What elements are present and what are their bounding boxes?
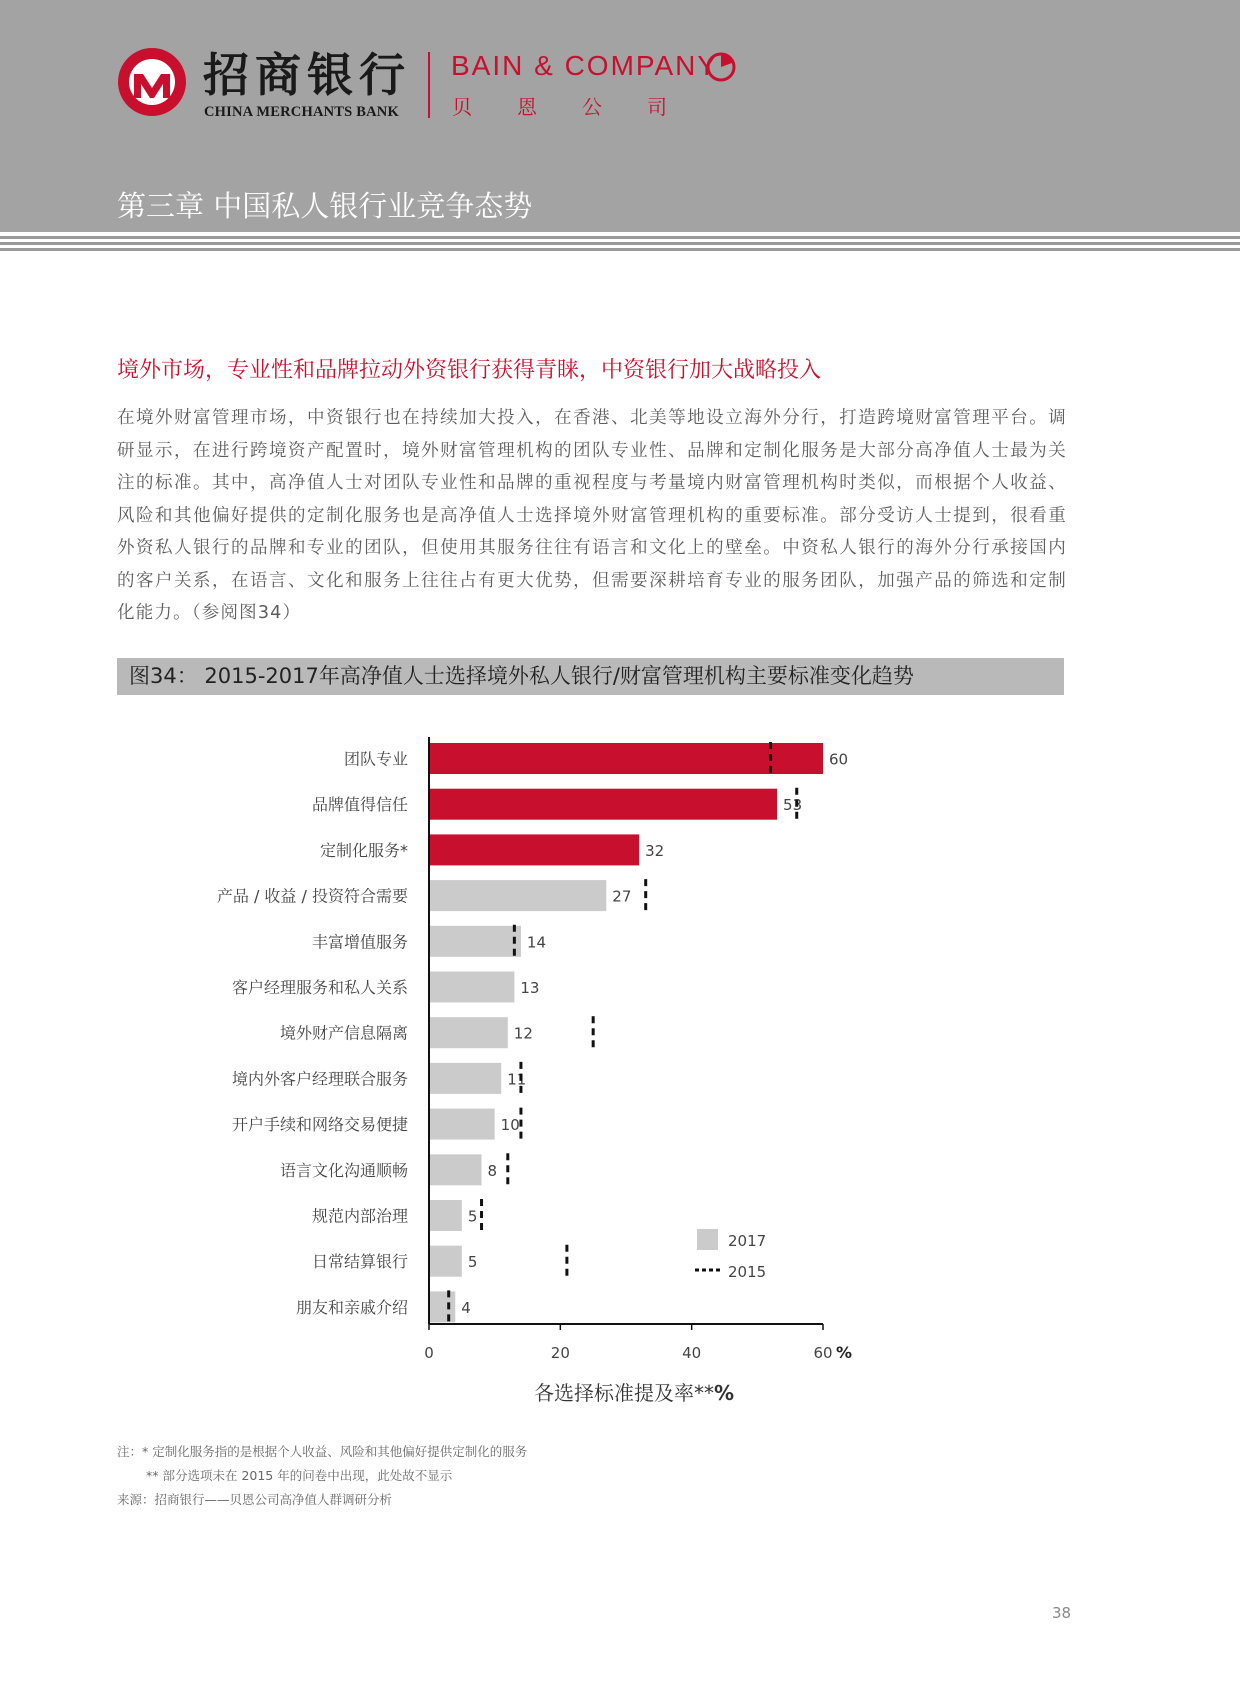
category-label: 定制化服务* [319,840,408,860]
value-label: 4 [461,1298,471,1317]
x-unit: % [836,1343,853,1362]
bar-2017 [429,743,823,774]
bar-2017 [429,1246,462,1277]
bain-name-cn: 贝恩公司 [452,95,712,119]
bar-2017 [429,1291,455,1322]
x-tick-label: 40 [682,1344,702,1362]
x-axis-title-unit: % [713,1381,735,1405]
category-label: 产品 / 收益 / 投资符合需要 [216,886,408,906]
category-label: 品牌值得信任 [311,795,408,815]
value-label: 14 [526,933,547,952]
category-label: 团队专业 [343,749,408,769]
bar-2017 [429,972,514,1003]
value-label: 11 [507,1070,527,1089]
value-label: 5 [467,1207,478,1226]
value-label: 13 [520,979,540,997]
value-label: 53 [783,796,803,815]
bar-2017 [429,1017,508,1048]
bar-2017 [429,926,521,957]
bar-2017 [429,1154,482,1185]
category-label: 丰富增值服务 [311,932,408,952]
x-axis-title [534,1381,734,1405]
category-label: 朋友和亲戚介绍 [295,1297,408,1317]
bar-2017 [429,880,606,911]
value-label: 27 [612,887,632,906]
category-label: 开户手续和网络交易便捷 [231,1115,408,1135]
value-label: 8 [487,1161,498,1180]
category-label: 语言文化沟通顺畅 [279,1160,408,1180]
bar-2017 [429,1200,462,1231]
legend-swatch-2017 [697,1229,718,1250]
cmb-name-en: CHINA MERCHANTS BANK [204,104,399,120]
x-axis-title-text: 各选择标准提及率** [533,1381,714,1405]
value-label: 32 [645,841,665,860]
note-1: 注：* 定制化服务指的是根据个人收益、风险和其他偏好提供定制化的服务 [117,1444,528,1459]
x-tick-label: 20 [550,1344,570,1362]
section-body: 在境外财富管理市场，中资银行也在持续加大投入，在香港、北美等地设立海外分行，打造跨境财富管理平台。调研显示，在进行跨境资产配置时，境外财富管理机构的团队专业性、品牌和定制化服务是大部分高净值人士最为关注的标准。其中，高净值人士对团队专业性和品牌的重视程度与考量境内财富管理机构时类似，而根据个人收益、风险和其他偏好提供的定制化服务也是高净值人士选择境外财富管理机构的重要标准。部分受访人士提到，很看重外资私人银行的品牌和专业的团队，但使用其服务往往有语言和文化上的壁垒。中资私人银行的海外分行承接国内的客户关系，在语言、文化和服务上往往占有更大优势，但需要深耕培育专业的服务团队，加强产品的筛选和定制化能力。（参阅图34） [117,408,1067,623]
category-label: 客户经理服务和私人关系 [231,978,408,997]
note-2: ** 部分选项未在 2015 年的问卷中出现，此处故不显示 [146,1468,453,1483]
source-note: 来源：招商银行——贝恩公司高净值人群调研分析 [117,1492,393,1507]
category-label: 境外财产信息隔离 [279,1023,408,1043]
category-label: 日常结算银行 [311,1252,408,1272]
bar-2017 [429,1109,495,1140]
legend-label-2017: 2017 [728,1232,767,1250]
bain-name-en: BAIN & COMPANY [451,50,719,81]
value-label: 5 [467,1253,478,1272]
bar-2017 [429,1063,501,1094]
value-label: 60 [829,750,849,769]
x-tick-label: 60 [813,1344,833,1362]
cmb-name-cn: 招商银行 [203,48,411,102]
bar-2017 [429,834,639,865]
chapter-title: 第三章 中国私人银行业竞争态势 [117,189,533,223]
figure-title: 图34： 2015-2017年高净值人士选择境外私人银行/财富管理机构主要标准变化趋势 [129,664,914,688]
bar-2017 [429,789,777,820]
page-number: 38 [1052,1604,1072,1622]
value-label: 10 [500,1116,520,1135]
value-label: 12 [513,1024,533,1043]
legend-label-2015: 2015 [728,1263,767,1281]
category-label: 规范内部治理 [311,1206,408,1226]
x-tick-label: 0 [424,1344,434,1362]
category-label: 境内外客户经理联合服务 [231,1069,408,1089]
section-headline: 境外市场，专业性和品牌拉动外资银行获得青睐，中资银行加大战略投入 [117,358,822,383]
